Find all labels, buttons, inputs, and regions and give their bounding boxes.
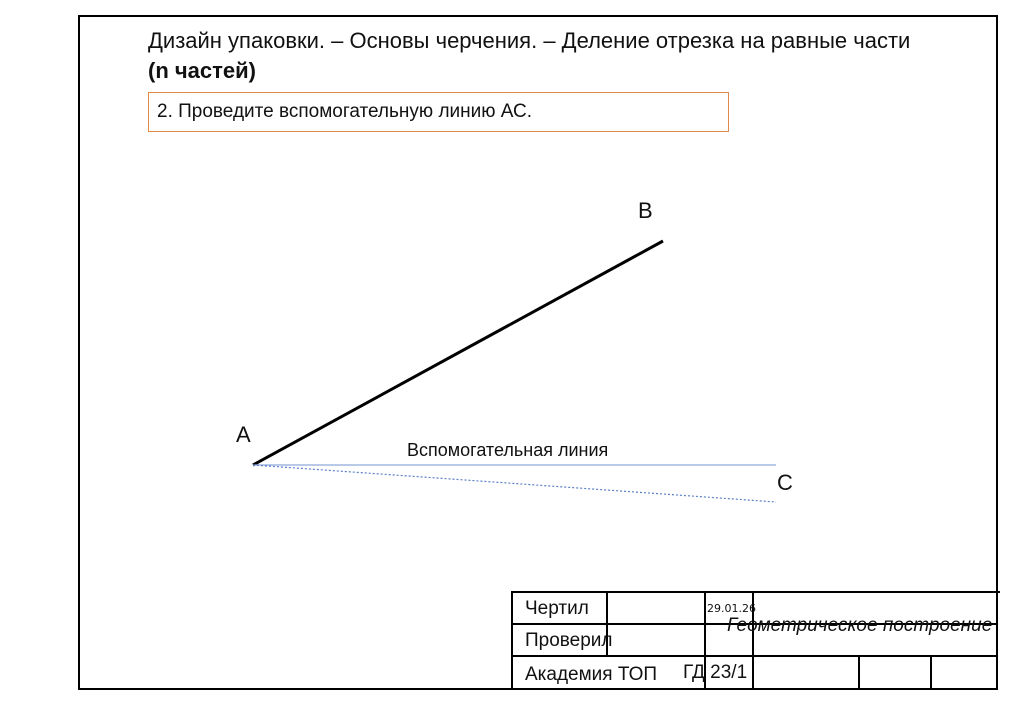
- segment-ab: [253, 241, 663, 465]
- point-c-label: С: [777, 470, 793, 495]
- stamp-checked-label: Проверил: [525, 630, 613, 651]
- step-instruction-text: 2. Проведите вспомогательную линию АС.: [157, 101, 533, 122]
- auxiliary-line-ac: [253, 465, 776, 502]
- auxiliary-line-label: Вспомогательная линия: [407, 440, 609, 460]
- stamp-col-divider-4: [858, 655, 860, 690]
- point-b-label: В: [638, 198, 653, 223]
- stamp-subject: Геометрическое построение: [727, 615, 993, 636]
- stamp-code: ГД 23/1: [683, 662, 748, 683]
- stamp-date: 29.01.26: [707, 602, 756, 615]
- title-line-1: Дизайн упаковки. – Основы черчения. – Деление отрезка на равные части: [148, 28, 911, 53]
- stamp-drew-label: Чертил: [525, 598, 589, 619]
- stamp-organization: Академия ТОП: [525, 664, 658, 685]
- stamp-row-divider-2: [511, 655, 998, 657]
- stamp-col-divider-5: [930, 655, 932, 690]
- point-a-label: А: [236, 422, 251, 447]
- title-line-2: (n частей): [148, 58, 256, 83]
